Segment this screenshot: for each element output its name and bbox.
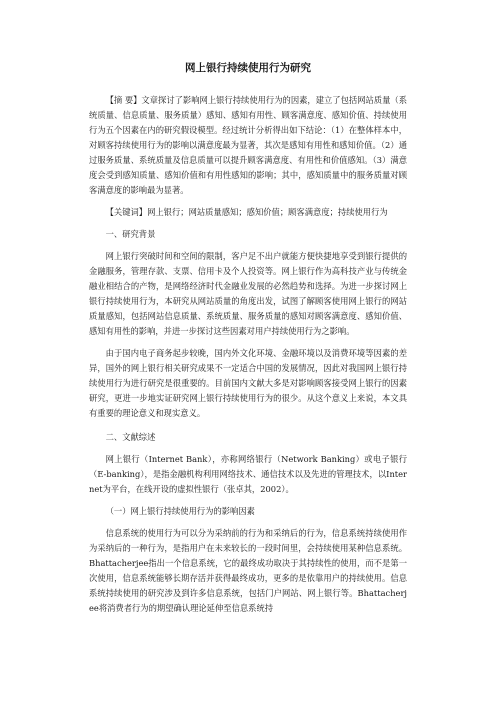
abstract-paragraph: 【摘 要】文章探讨了影响网上银行持续使用行为的因素，建立了包括网站质量（系统质量、信息质量、服务质量）感知、感知有用性、顾客满意度、感知价值、持续使用行为五个因素在内的研究假设模型。经过统计分析得出如下结论：（1）在整体样本中，对顾客持续使用行为的影响以满意度最为显著，其次是感知有用性和感知价值。（2）通过服务质量、系统质量及信息质量可以提升顾客满意度、有用性和价值感知。（3）满意度会受到感知质量、感知价值和有用性感知的影响；其中，感知质量中的服务质量对顾客满意度的影响最为显著。: [89, 95, 407, 195]
body-paragraph: 信息系统的使用行为可以分为采纳前的行为和采纳后的行为，信息系统持续使用作为采纳后的一种行为，是指用户在未来较长的一段时间里，会持续使用某种信息系统。Bhattacherjee指出一个信息系统，它的最终成功取决于其持续性的使用，而不是第一次使用，信息系统能够长期存活并获得最终成功，更多的是依靠用户的持续使用。信息系统持续使用的研究涉及到许多信息系统，包括门户网站、网上银行等。Bhattacherjee将消费者行为的期望确认理论延伸至信息系统持: [89, 528, 407, 613]
article-title: 网上银行持续使用行为研究: [185, 62, 311, 74]
section-heading-literature-review: 二、文献综述: [105, 432, 156, 442]
body-paragraph: 网上银行（Internet Bank），亦称网络银行（Network Banking）或电子银行（E-banking），是指金融机构利用网络技术、通信技术以及先进的管理技术，以Internet为平台，在线开设的虚拟性银行（张卓其，2002）。: [89, 454, 407, 494]
section-heading-background: 一、研究背景: [105, 229, 156, 239]
subsection-heading: （一）网上银行持续使用行为的影响因素: [105, 506, 255, 516]
body-paragraph: 由于国内电子商务起步较晚，国内外文化环境、金融环境以及消费环境等因素的差异，国外的网上银行相关研究成果不一定适合中国的发展情况，因此对我国网上银行持续使用行为进行研究是很重要的。目前国内文献大多是对影响顾客接受网上银行的因素研究，更进一步地实证研究网上银行持续使用行为的很少。从这个意义上来说，本文具有重要的理论意义和现实意义。: [89, 348, 407, 418]
body-paragraph: 网上银行突破时间和空间的限制，客户足不出户就能方便快捷地享受到银行提供的金融服务，管理存款、支票、信用卡及个人投资等。网上银行作为高科技产业与传统金融业相结合的产物，是网络经济时代金融业发展的必然趋势和选择。为进一步探讨网上银行持续使用行为，本研究从网站质量的角度出发，试图了解顾客使用网上银行的网站质量感知，包括网站信息质量、系统质量、服务质量的感知对顾客满意度、感知价值、感知有用性的影响，并进一步探讨这些因素对用户持续使用行为之影响。: [89, 251, 407, 336]
article-body: [89, 60, 407, 616]
keywords-paragraph: 【关键词】网上银行；网站质量感知；感知价值；顾客满意度；持续使用行为: [105, 207, 388, 217]
